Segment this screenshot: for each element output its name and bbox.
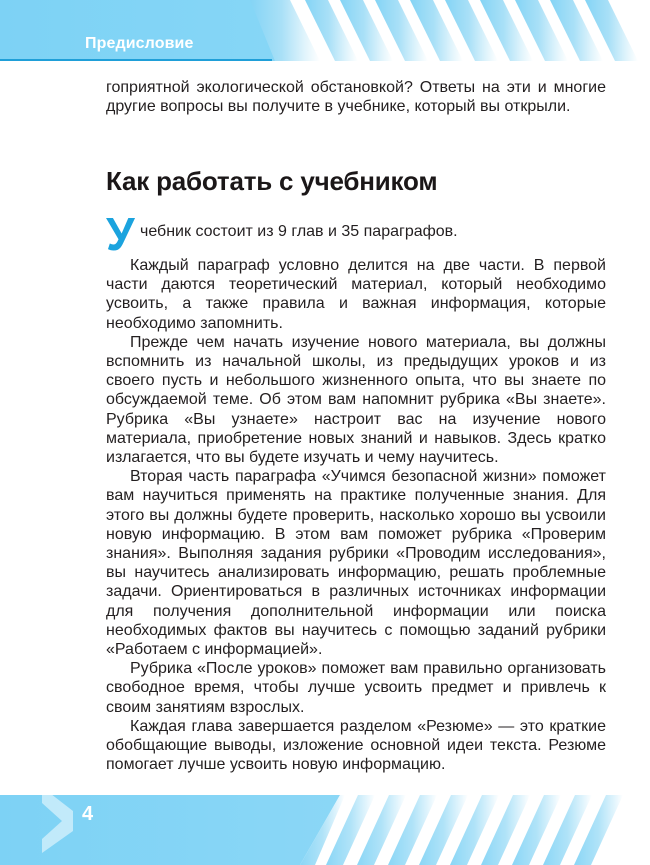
page-number: 4	[82, 803, 94, 825]
body-text	[106, 256, 606, 774]
chevron-right-icon	[42, 795, 76, 853]
lead-text: чебник состоит из 9 глав и 35 параграфов.	[140, 223, 458, 240]
paragraph: Рубрика «После уроков» поможет вам правильно организовать свободное время, чтобы лучше усвоить предмет и привлечь к своим занятиям взрослых.	[106, 660, 606, 716]
header-rule	[0, 59, 272, 61]
drop-cap: У	[106, 208, 135, 260]
section-header-title: Предисловие	[85, 35, 194, 52]
paragraph: Прежде чем начать изучение нового материала, вы должны вспомнить из начальной школы, из предыдущих уроков и из своего пусть и небольшого жизненного опыта, что вы знаете по обсуждаемой теме. Об этом вам напомнит рубрика «Вы знаете». Рубрика «Вы узнаете» настроит вас на изучение нового материала, приобретение новых знаний и навыков. Здесь кратко излагается, что вы будете изучать и чему научитесь.	[106, 333, 606, 467]
paragraph: Каждый параграф условно делится на две части. В первой части даются теоретический материал, который необходимо усвоить, а также правила и важная информация, которые необходимо запомнить.	[106, 257, 606, 332]
footer-stripes-decoration	[0, 795, 650, 865]
section-heading: Как работать с учебником	[106, 166, 438, 196]
paragraph: Каждая глава завершается разделом «Резюме» — это краткие обобщающие выводы, изложение основной идеи текста. Резюме помогает лучше усвоить новую информацию.	[106, 717, 606, 774]
page-footer	[0, 795, 650, 865]
intro-paragraph-continuation	[106, 78, 606, 116]
intro-text: гоприятной экологической обстановкой? Ответы на эти и многие другие вопросы вы получите в учебнике, который вы открыли.	[106, 79, 606, 116]
running-header	[0, 0, 650, 61]
paragraph: Вторая часть параграфа «Учимся безопасной жизни» поможет вам научиться применять на практике полученные знания. Для этого вы должны будете проверить, насколько хорошо вы усвоили новую информацию. В этом вам поможет рубрика «Проверим знания». Выполняя задания рубрики «Проводим исследования», вы научитесь анализировать информацию, решать проблемные задачи. Ориентироваться в различных источниках информации для получения дополнительной информации или поиска необходимых фактов вы научитесь с помощью заданий рубрики «Работаем с информацией».	[106, 468, 606, 659]
